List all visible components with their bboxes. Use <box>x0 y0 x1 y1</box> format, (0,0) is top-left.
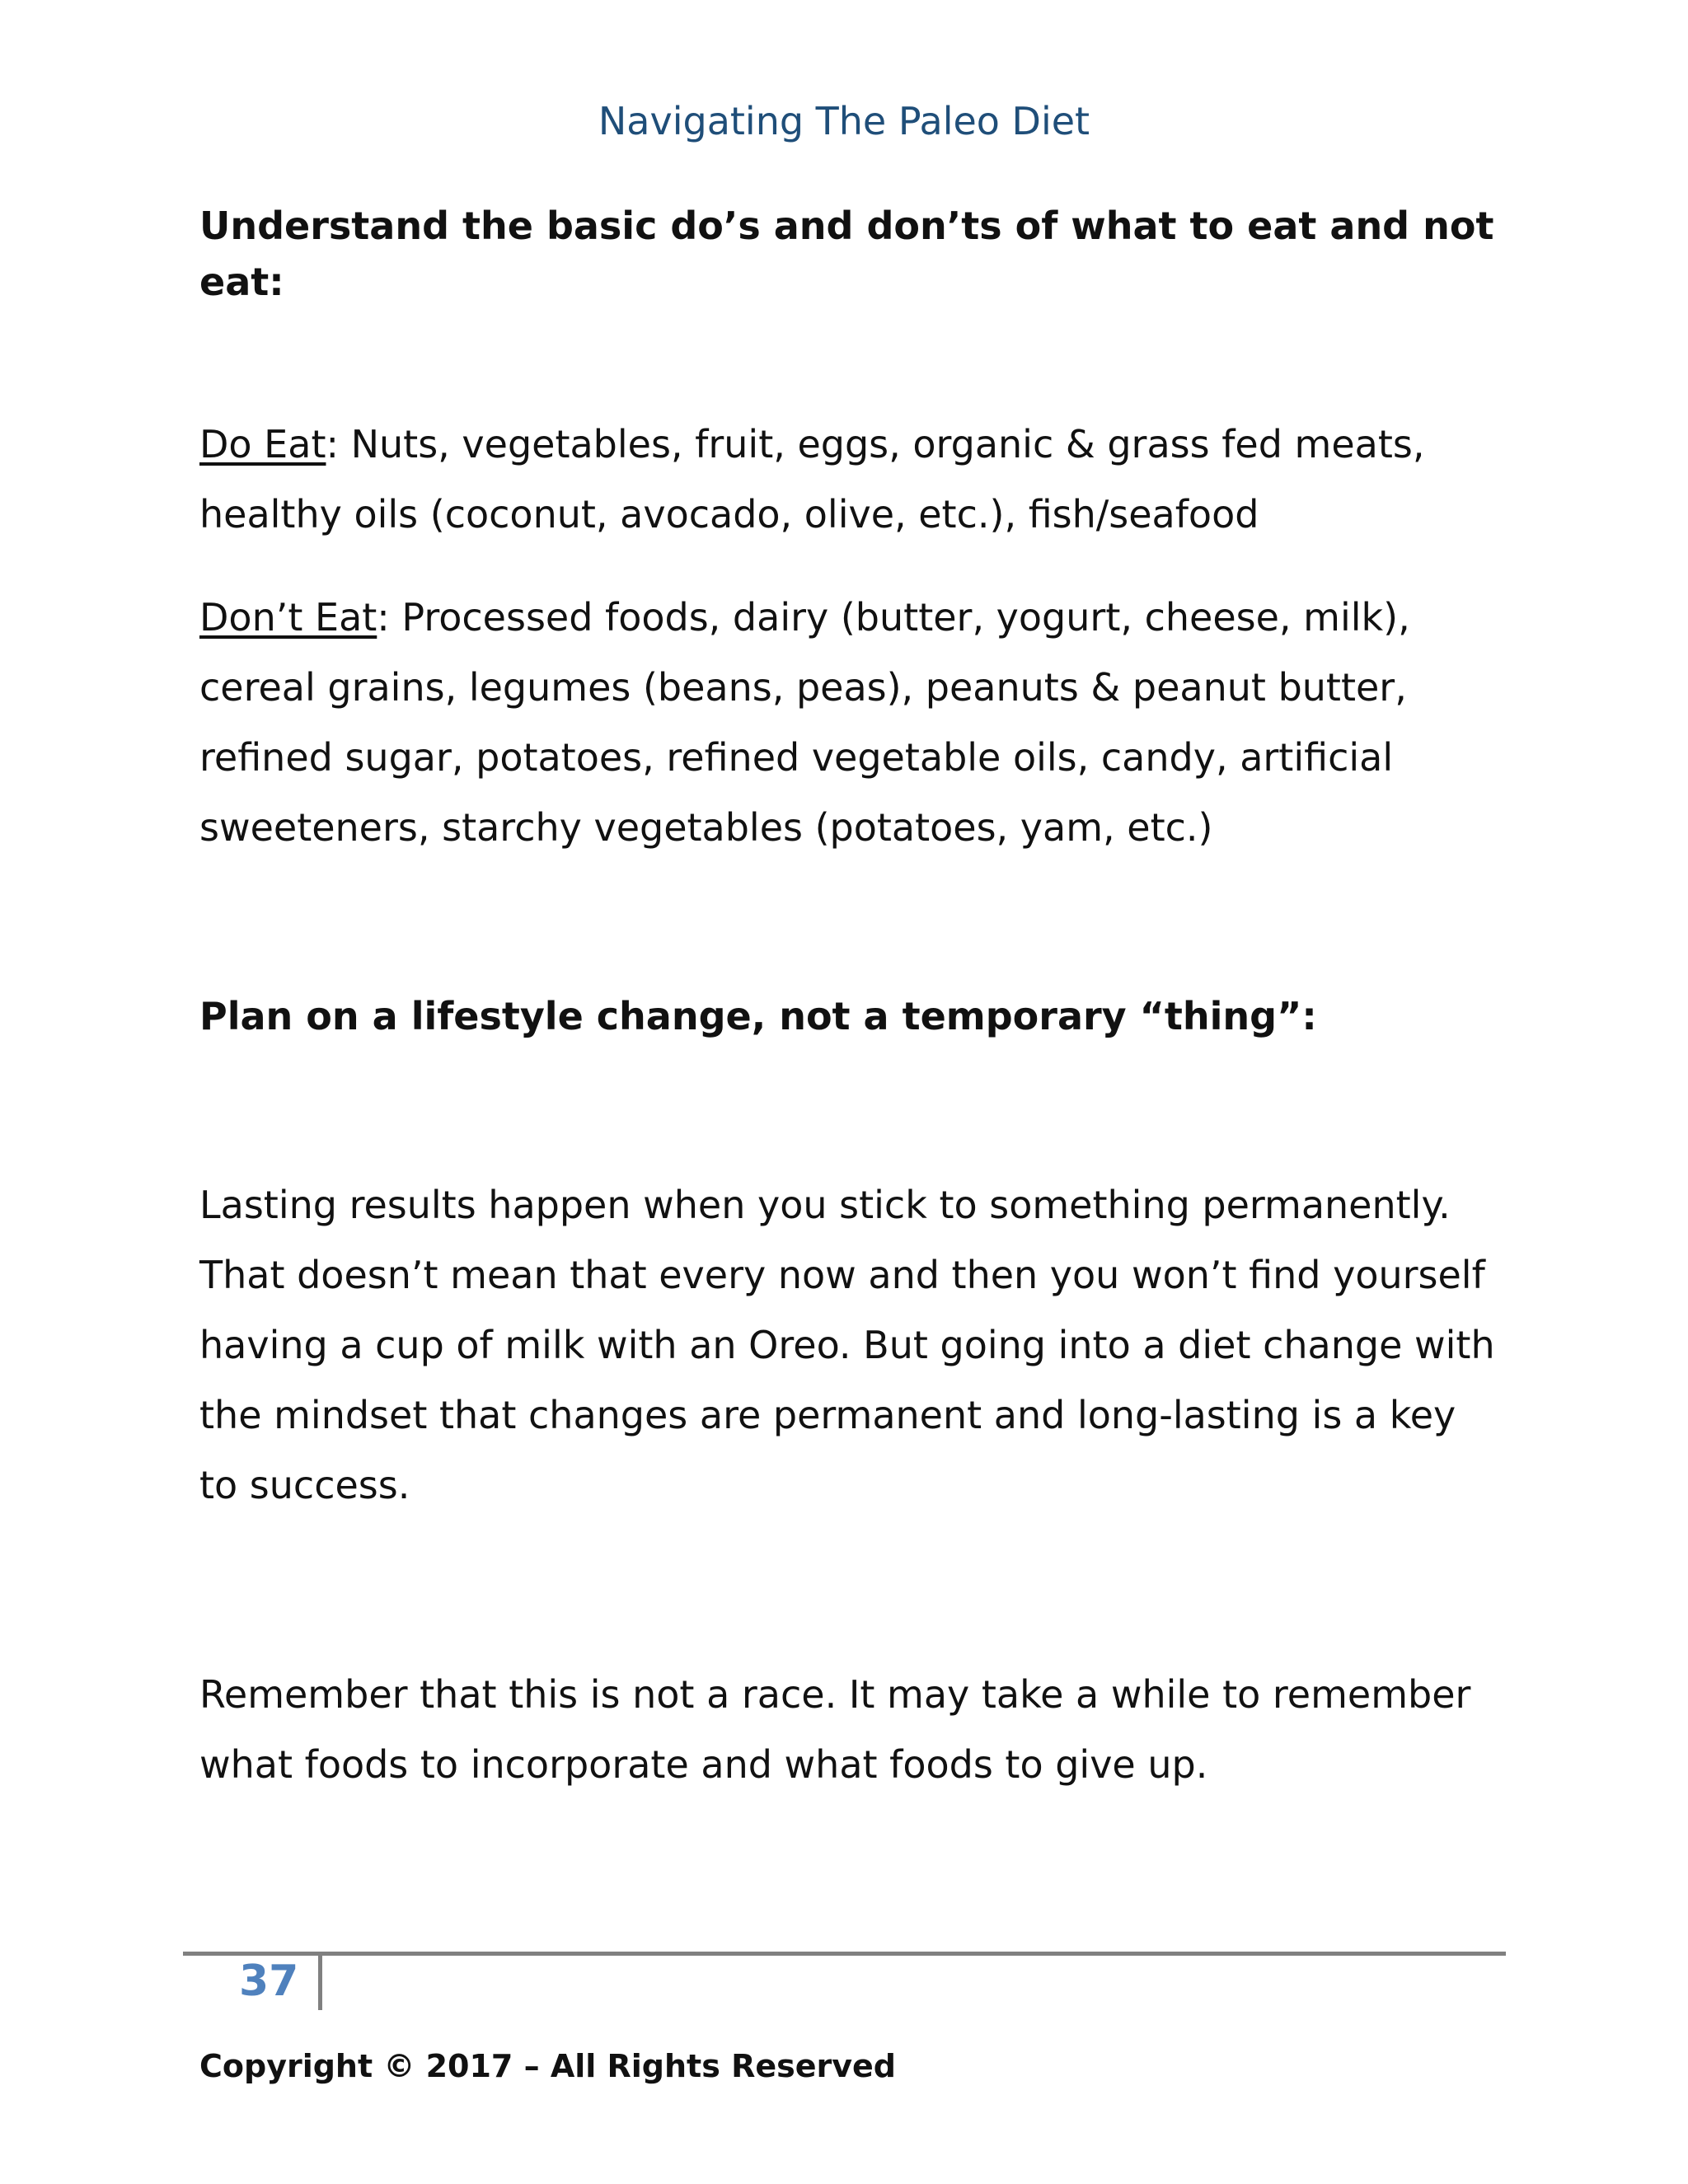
dont-eat-text <box>199 583 1502 863</box>
body-paragraph: Lasting results happen when you stick to something permanently. That doesn’t mean that every now and then you won’t find yourself having a cup of milk with an Oreo. But going into a diet change with the mindset that changes are permanent and long-lasting is a key to success. <box>199 1183 1495 1507</box>
lasting-results-paragraph <box>199 1170 1502 1521</box>
heading-dos-donts <box>199 198 1502 310</box>
heading-lifestyle <box>199 988 1502 1044</box>
page-header-title: Navigating The Paleo Diet <box>598 99 1090 143</box>
section-heading: Understand the basic do’s and don’ts of what to eat and not eat: <box>199 204 1494 304</box>
dont-eat-paragraph <box>199 583 1502 863</box>
do-eat-list: : Nuts, vegetables, fruit, eggs, organic & grass fed meats, healthy oils (coconut, avocado, olive, etc.), fish/seafood <box>199 422 1425 537</box>
remember-paragraph <box>199 1660 1502 1800</box>
footer-vertical-divider <box>318 1954 322 2010</box>
dont-eat-list: : Processed foods, dairy (butter, yogurt, cheese, milk), cereal grains, legumes (beans, peas), peanuts & peanut butter, refined sugar, potatoes, refined vegetable oils, candy, artificial sweeteners, starchy vegetables (potatoes, yam, etc.) <box>199 595 1410 850</box>
do-eat-paragraph <box>199 410 1502 550</box>
section-heading: Plan on a lifestyle change, not a temporary “thing”: <box>199 994 1317 1038</box>
dont-eat-label: Don’t Eat <box>199 595 377 640</box>
footer-divider <box>183 1952 1506 1956</box>
page-number: 37 <box>239 1957 299 2006</box>
do-eat-label: Do Eat <box>199 422 326 466</box>
body-paragraph: Remember that this is not a race. It may take a while to remember what foods to incorporate and what foods to give up. <box>199 1672 1471 1787</box>
do-eat-text <box>199 410 1502 550</box>
copyright-notice: Copyright © 2017 – All Rights Reserved <box>199 2048 896 2084</box>
